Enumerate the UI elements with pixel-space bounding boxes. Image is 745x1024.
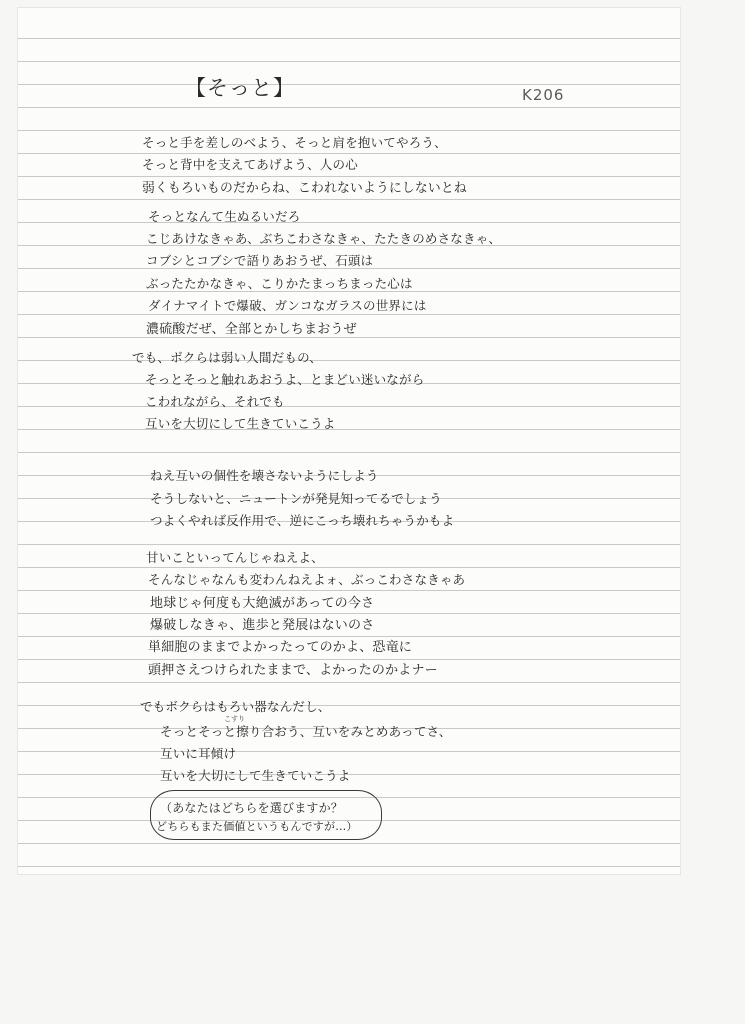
poem-line: コブシとコブシで語りあおうぜ、石頭は <box>146 253 374 268</box>
poem-line: 互いを大切にして生きていこうよ <box>160 768 351 783</box>
poem-line: こじあけなきゃあ、ぶちこわさなきゃ、たたきのめさなきゃ、 <box>146 231 502 246</box>
ruby-annotation: こすり <box>224 715 245 723</box>
poem-line: そっと背中を支えてあげよう、人の心 <box>142 157 358 172</box>
poem-line: 互いに耳傾け <box>160 746 237 761</box>
poem-line: 互いを大切にして生きていこうよ <box>145 416 336 431</box>
poem-line: でも、ボクらは弱い人間だもの、 <box>132 350 323 365</box>
poem-line: そっと手を差しのべよう、そっと肩を抱いてやろう、 <box>142 135 447 150</box>
poem-line: つよくやれば反作用で、逆にこっち壊れちゃうかもよ <box>150 513 455 528</box>
poem-title: 【そっと】 <box>185 76 295 100</box>
poem-line: そんなじゃなんも変わんねえよォ、ぶっこわさなきゃあ <box>148 572 466 587</box>
poem-line: ダイナマイトで爆破、ガンコなガラスの世界には <box>148 298 427 313</box>
poem-line: こわれながら、それでも <box>145 394 285 409</box>
poem-line: 単細胞のままでよかったってのかよ、恐竜に <box>148 640 413 655</box>
poem-line: そっとそっと触れあおうよ、とまどい迷いながら <box>145 372 425 387</box>
closing-line: （あなたはどちらを選びますか？ <box>160 801 344 815</box>
document-code: K206 <box>522 86 565 104</box>
poem-line: 爆破しなきゃ、進歩と発展はないのさ <box>150 618 375 633</box>
poem-line: 弱くもろいものだからね、こわれないようにしないとね <box>142 181 467 196</box>
poem-line: ぶったたかなきゃ、こりかたまっちまった心は <box>146 276 413 291</box>
poem-line: ねえ互いの個性を壊さないようにしよう <box>150 468 379 483</box>
poem-line: そっとなんて生ぬるいだろ <box>148 209 301 224</box>
poem-line: そうしないと、ニュートンが発見知ってるでしょう <box>150 491 442 506</box>
poem-line: そっとそっと擦り合おう、互いをみとめあってさ、 <box>160 724 452 739</box>
poem-line: 地球じゃ何度も大絶滅があっての今さ <box>150 596 375 611</box>
poem-line: 頭押さえつけられたままで、よかったのかよナー <box>148 663 438 678</box>
poem-line: 濃硫酸だぜ、全部とかしちまおうぜ <box>146 322 357 337</box>
closing-line: どちらもまた価値というもんですが…） <box>156 820 358 833</box>
poem-line: 甘いこといってんじゃねえよ、 <box>146 550 324 565</box>
poem-line: でもボクらはもろい器なんだし、 <box>140 699 331 714</box>
